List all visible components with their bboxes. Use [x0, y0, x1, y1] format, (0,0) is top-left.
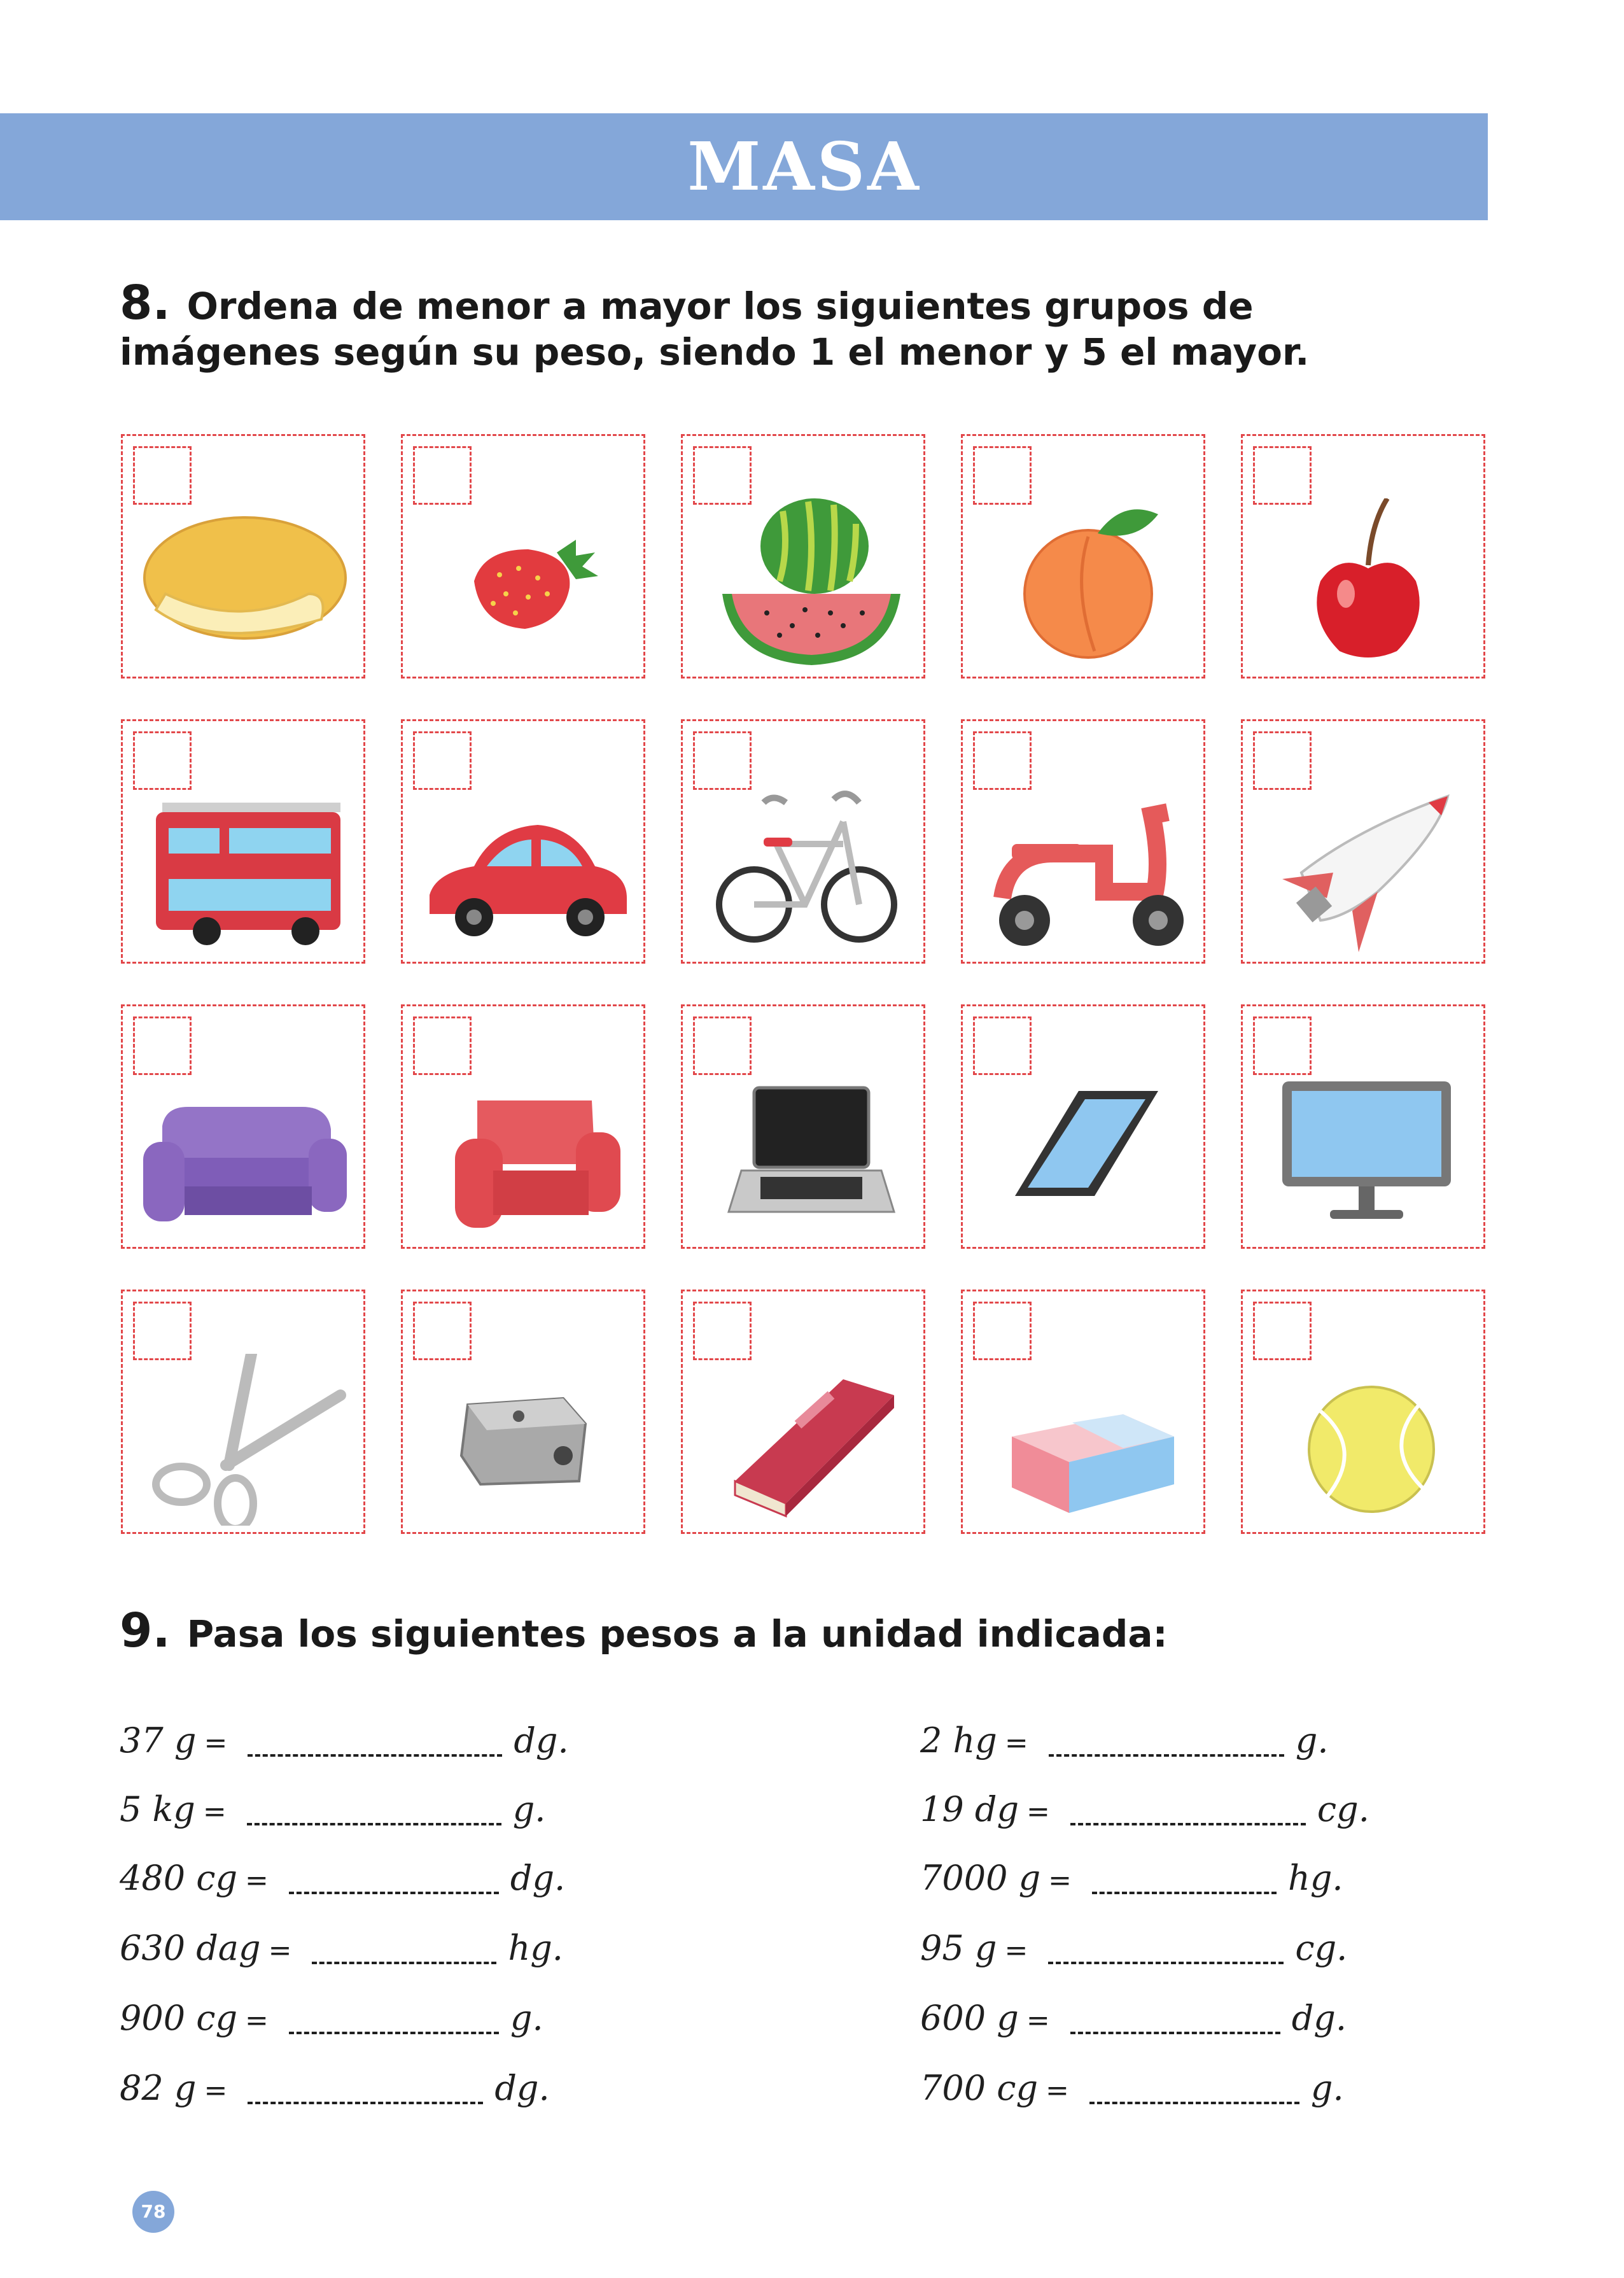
- conversion-amount: 2 hg: [920, 1720, 997, 1761]
- answer-blank[interactable]: [1048, 1936, 1284, 1964]
- equals-sign: =: [245, 1864, 269, 1897]
- space-shuttle-icon: [1257, 784, 1473, 955]
- answer-blank[interactable]: [312, 1936, 496, 1964]
- conversion-amount: 900 cg: [120, 1998, 238, 2038]
- conversion-amount: 37 g: [120, 1720, 197, 1761]
- order-box[interactable]: [973, 446, 1032, 505]
- item-card-monitor: [1241, 1004, 1485, 1249]
- item-card-armchair: [401, 1004, 645, 1249]
- conversion-row: [920, 1719, 1328, 1766]
- target-unit: dg.: [494, 2068, 550, 2108]
- conversion-amount: 5 kg: [120, 1789, 195, 1829]
- answer-blank[interactable]: [248, 2076, 483, 2104]
- target-unit: cg.: [1317, 1789, 1369, 1829]
- answer-blank[interactable]: [1070, 1797, 1306, 1825]
- strawberry-icon: [417, 498, 633, 670]
- equals-sign: =: [202, 1796, 227, 1828]
- item-card-tennis-ball: [1241, 1290, 1485, 1534]
- exercise-8-text: Ordena de menor a mayor los siguientes grupos de imágenes según su peso, siendo 1 el menor y 5 el mayor.: [120, 285, 1310, 374]
- answer-blank[interactable]: [1092, 1866, 1277, 1894]
- equals-sign: =: [245, 2004, 269, 2037]
- conversion-row: [120, 2066, 550, 2113]
- conversion-row: [920, 1926, 1347, 1973]
- order-box[interactable]: [973, 731, 1032, 790]
- target-unit: hg.: [1288, 1858, 1343, 1898]
- order-box[interactable]: [1253, 1016, 1312, 1075]
- order-box[interactable]: [1253, 731, 1312, 790]
- conversion-amount: 600 g: [920, 1998, 1019, 2038]
- answer-blank[interactable]: [1070, 2006, 1280, 2034]
- conversion-row: [920, 1996, 1347, 2043]
- conversion-amount: 19 dg: [920, 1789, 1019, 1829]
- melon-icon: [137, 498, 353, 670]
- order-box[interactable]: [693, 1302, 752, 1360]
- target-unit: g.: [510, 1998, 543, 2038]
- target-unit: dg.: [510, 1858, 566, 1898]
- watermelon-icon: [697, 498, 913, 670]
- page-number: 78: [132, 2191, 174, 2233]
- item-card-bicycle: [681, 719, 925, 964]
- order-box[interactable]: [693, 731, 752, 790]
- target-unit: g.: [1310, 2068, 1344, 2108]
- scooter-icon: [977, 784, 1193, 955]
- page-title: MASA: [687, 127, 921, 206]
- monitor-icon: [1257, 1069, 1473, 1241]
- answer-blank[interactable]: [1089, 2076, 1299, 2104]
- exercise-9-number: 9.: [120, 1603, 171, 1658]
- item-card-book: [681, 1290, 925, 1534]
- equals-sign: =: [204, 1727, 228, 1759]
- item-card-cherry: [1241, 434, 1485, 678]
- armchair-icon: [417, 1069, 633, 1241]
- bus-icon: [137, 784, 353, 955]
- item-card-scissors: [121, 1290, 365, 1534]
- answer-blank[interactable]: [289, 2006, 499, 2034]
- item-card-eraser: [961, 1290, 1205, 1534]
- equals-sign: =: [204, 2074, 228, 2107]
- equals-sign: =: [1048, 1864, 1072, 1897]
- order-box[interactable]: [413, 1016, 472, 1075]
- answer-blank[interactable]: [247, 1797, 501, 1825]
- item-card-strawberry: [401, 434, 645, 678]
- tablet-icon: [977, 1069, 1193, 1241]
- eraser-icon: [977, 1354, 1193, 1526]
- peach-icon: [977, 498, 1193, 670]
- conversion-row: [920, 1787, 1369, 1834]
- exercise-8-title: [120, 276, 1424, 375]
- target-unit: g.: [512, 1789, 546, 1829]
- book-icon: [697, 1354, 913, 1526]
- exercise-9-title: [120, 1603, 1424, 1658]
- item-card-car: [401, 719, 645, 964]
- equals-sign: =: [1026, 1796, 1050, 1828]
- equals-sign: =: [1004, 1727, 1028, 1759]
- order-box[interactable]: [973, 1302, 1032, 1360]
- target-unit: dg.: [514, 1720, 569, 1761]
- conversion-row: [120, 1719, 569, 1766]
- conversion-row: [120, 1926, 563, 1973]
- order-box[interactable]: [133, 1016, 192, 1075]
- sharpener-icon: [417, 1354, 633, 1526]
- item-card-bus: [121, 719, 365, 964]
- item-card-tablet: [961, 1004, 1205, 1249]
- order-box[interactable]: [1253, 1302, 1312, 1360]
- order-box[interactable]: [973, 1016, 1032, 1075]
- conversion-amount: 480 cg: [120, 1858, 238, 1898]
- conversion-row: [120, 1856, 565, 1903]
- car-icon: [417, 784, 633, 955]
- target-unit: hg.: [508, 1928, 563, 1968]
- equals-sign: =: [268, 1934, 292, 1967]
- answer-blank[interactable]: [289, 1866, 499, 1894]
- order-box[interactable]: [1253, 446, 1312, 505]
- item-card-melon: [121, 434, 365, 678]
- conversion-amount: 630 dag: [120, 1928, 261, 1968]
- conversion-row: [920, 1856, 1343, 1903]
- tennis-ball-icon: [1257, 1354, 1473, 1526]
- sofa-icon: [137, 1069, 353, 1241]
- bicycle-icon: [697, 784, 913, 955]
- conversion-amount: 7000 g: [920, 1858, 1041, 1898]
- exercise-8-number: 8.: [120, 276, 171, 330]
- item-card-sharpener: [401, 1290, 645, 1534]
- equals-sign: =: [1004, 1934, 1028, 1967]
- target-unit: cg.: [1295, 1928, 1348, 1968]
- item-card-space-shuttle: [1241, 719, 1485, 964]
- conversion-row: [920, 2066, 1344, 2113]
- item-card-laptop: [681, 1004, 925, 1249]
- target-unit: g.: [1295, 1720, 1329, 1761]
- exercise-9-text: Pasa los siguientes pesos a la unidad indicada:: [186, 1612, 1168, 1656]
- conversion-row: [120, 1787, 545, 1834]
- item-card-sofa: [121, 1004, 365, 1249]
- equals-sign: =: [1026, 2004, 1050, 2037]
- order-box[interactable]: [693, 1016, 752, 1075]
- order-box[interactable]: [413, 446, 472, 505]
- order-box[interactable]: [693, 446, 752, 505]
- answer-blank[interactable]: [248, 1729, 502, 1757]
- conversion-row: [120, 1996, 543, 2043]
- conversion-amount: 95 g: [920, 1928, 997, 1968]
- target-unit: dg.: [1291, 1998, 1347, 2038]
- conversion-amount: 700 cg: [920, 2068, 1039, 2108]
- conversion-amount: 82 g: [120, 2068, 197, 2108]
- laptop-icon: [697, 1069, 913, 1241]
- order-box[interactable]: [413, 1302, 472, 1360]
- order-box[interactable]: [413, 731, 472, 790]
- order-box[interactable]: [133, 446, 192, 505]
- scissors-icon: [137, 1354, 353, 1526]
- item-card-peach: [961, 434, 1205, 678]
- order-box[interactable]: [133, 1302, 192, 1360]
- order-box[interactable]: [133, 731, 192, 790]
- equals-sign: =: [1046, 2074, 1069, 2107]
- cherry-icon: [1257, 498, 1473, 670]
- item-card-scooter: [961, 719, 1205, 964]
- answer-blank[interactable]: [1049, 1729, 1284, 1757]
- item-card-watermelon: [681, 434, 925, 678]
